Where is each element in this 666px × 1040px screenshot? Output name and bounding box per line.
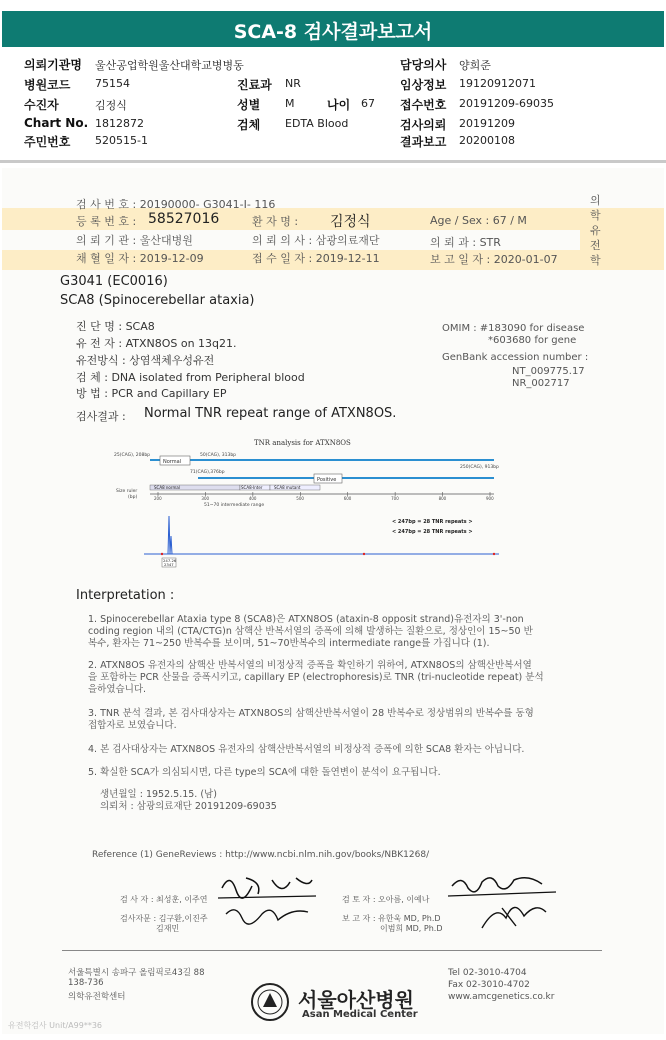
- hdr-label-doctor: 담당의사: [400, 58, 447, 72]
- size-tick-label: 400: [248, 496, 257, 501]
- result-value: Normal TNR repeat range of ATXN8OS.: [144, 406, 397, 421]
- hdr-value-patient: 김정식: [95, 99, 127, 112]
- footer-divider: [62, 950, 602, 951]
- size-ruler-unit: (bp): [128, 495, 138, 500]
- hdr-label-sex: 성별: [237, 98, 261, 112]
- website: www.amcgenetics.co.kr: [448, 992, 555, 1002]
- requesting-org: 의 뢰 기 관 : 울산대병원: [76, 234, 193, 247]
- patient-name-label: 환 자 명 :: [252, 215, 299, 228]
- diag-line: 진 단 명 : SCA8: [76, 320, 155, 333]
- reg-number-value: 58527016: [148, 211, 220, 227]
- inter-bar-label: SCA8-Inter: [241, 485, 263, 490]
- reg-number-label: 등 록 번 호 :: [76, 215, 137, 228]
- interp-line: 2. ATXN8OS 유전자의 삼핵산 반복서열의 비정상적 증폭을 확인하기 위하여, ATXN8OS의 삼핵산반복서열: [88, 660, 532, 671]
- scanned-report: [2, 168, 664, 1034]
- reviewer: 검사자문 : 김구환,이진주: [120, 914, 208, 923]
- interp-line: 접합자로 보였습니다.: [88, 720, 177, 731]
- hospital-name-kr: 서울아산병원: [298, 988, 414, 1012]
- label-250: 250(CAG), 913bp: [460, 465, 499, 470]
- hdr-label-request: 검사의뢰: [400, 118, 447, 132]
- diag-line: 방 법 : PCR and Capillary EP: [76, 387, 227, 400]
- reviewer-2: 김재민: [156, 924, 180, 933]
- requesting-doctor: 의 뢰 의 사 : 삼광의료재단: [252, 234, 380, 247]
- report-header-bar: [2, 11, 664, 47]
- normal-bar-label: SCA8 normal: [154, 485, 180, 490]
- mutant-bar-label: SCA8 mutant: [274, 485, 301, 490]
- age-sex: Age / Sex : 67 / M: [430, 214, 527, 227]
- label-25: 25(CAG), 208bp: [114, 453, 151, 458]
- trace-marker: [161, 553, 163, 555]
- result-label: 검사결과 :: [76, 410, 126, 423]
- size-tick-label: 700: [391, 496, 399, 501]
- address-line: 서울특별시 송파구 올림픽로43길 88: [68, 968, 205, 978]
- hdr-label-receipt: 접수번호: [400, 98, 447, 112]
- address-line: 의학유전학센터: [68, 992, 126, 1002]
- size-tick-label: 600: [343, 496, 352, 501]
- hdr-value-org: 울산공업학원울산대학교병병동: [95, 59, 244, 72]
- diag-line: 유전방식 : 상염색체우성유전: [76, 354, 215, 367]
- hdr-label-age: 나이: [327, 98, 351, 112]
- address-line: 138-736: [68, 978, 104, 988]
- omim-line: NT_009775.17: [512, 366, 585, 377]
- tnr-chart: [114, 436, 504, 576]
- report-date: 보 고 일 자 : 2020-01-07: [430, 253, 558, 266]
- reference: Reference (1) GeneReviews : http://www.ncbi.nlm.nih.gov/books/NBK1268/: [92, 850, 430, 860]
- side-label: 의 학 유 전 학: [590, 194, 601, 267]
- peak-label-2: 2347: [164, 562, 174, 567]
- test-number: 검 사 번 호 : 20190000- G3041-I- 116: [76, 198, 276, 211]
- hdr-value-specimen: EDTA Blood: [285, 117, 349, 130]
- test-name: SCA8 (Spinocerebellar ataxia): [60, 293, 255, 308]
- checker: 검 토 자 : 오아름, 이예나: [342, 895, 430, 904]
- interp-line: 복수, 환자는 71~250 반복수를 보이며, 51~70반복수의 intermediate range를 가집니다 (1).: [88, 638, 490, 649]
- hdr-value-request: 20191209: [459, 117, 515, 130]
- receipt-date: 접 수 일 자 : 2019-12-11: [252, 252, 380, 265]
- hdr-label-id-no: 주민번호: [24, 135, 71, 149]
- signature-right: [442, 868, 562, 932]
- requesting-ward: 의 뢰 과 : STR: [430, 236, 501, 249]
- omim-line: *603680 for gene: [488, 335, 577, 346]
- size-tick-label: 200: [154, 496, 162, 501]
- size-tick-label: 500: [296, 496, 304, 501]
- interp-line: coding region 내의 (CTA/CTG)n 삼핵산 반복서열의 증폭에 의해 발생하는 질환으로, 정상인이 15~50 반: [88, 626, 533, 637]
- trace-peak: [164, 516, 172, 554]
- unit-code: 유전학검사 Unit/A99**36: [8, 1021, 102, 1030]
- omim-line: OMIM : #183090 for disease: [442, 323, 585, 334]
- repeat-label-2: < 247bp = 28 TNR repeats >: [392, 529, 473, 535]
- label-50: 50(CAG), 313bp: [200, 453, 237, 458]
- hdr-value-result-report: 20200108: [459, 134, 515, 147]
- hdr-value-doctor: 양희준: [459, 59, 491, 72]
- hdr-value-chart-no: 1812872: [95, 117, 144, 130]
- interp-line: 1. Spinocerebellar Ataxia type 8 (SCA8)은 ATXN8OS (ataxin-8 opposit strand)유전자의 3'-non: [88, 614, 524, 625]
- diag-line: 검 체 : DNA isolated from Peripheral blood: [76, 371, 305, 384]
- report-title: SCA-8 검사결과보고서: [233, 21, 433, 43]
- normal-label: Normal: [163, 459, 182, 465]
- size-ticks: [154, 492, 494, 501]
- hdr-label-result-report: 결과보고: [400, 135, 447, 149]
- size-tick-label: 800: [438, 496, 447, 501]
- tel: Tel 02-3010-4704: [448, 968, 527, 978]
- hospital-name-en: Asan Medical Center: [302, 1009, 418, 1020]
- interp-line: 을 포함하는 PCR 산물을 증폭시키고, capillary EP (electrophoresis)로 TNR (tri-nucleotide repeat) 분석: [88, 672, 544, 683]
- hdr-value-receipt: 20191209-69035: [459, 97, 554, 110]
- label-71: 71(CAG),376bp: [190, 470, 225, 475]
- reporter: 보 고 자 : 유한욱 MD, Ph.D: [342, 914, 441, 923]
- collection-date: 채 혈 일 자 : 2019-12-09: [76, 252, 204, 265]
- fax: Fax 02-3010-4702: [448, 980, 530, 990]
- test-code: G3041 (EC0016): [60, 274, 168, 289]
- header-divider: [0, 160, 666, 163]
- asan-logo-icon: [250, 982, 290, 1022]
- hdr-value-id-no: 520515-1: [95, 134, 148, 147]
- interp-line: 3. TNR 분석 결과, 본 검사대상자는 ATXN8OS의 삼핵산반복서열이 28 반복수로 정상범위의 반복수를 동형: [88, 708, 534, 719]
- interp-line: 을하였습니다.: [88, 684, 147, 695]
- interpretation-title: Interpretation :: [76, 588, 175, 603]
- intermediate-label: 51~70 intermediate range: [204, 503, 265, 508]
- hdr-value-hospital-code: 75154: [95, 77, 130, 90]
- interp-line: 5. 확실한 SCA가 의심되시면, 다른 type의 SCA에 대한 돌연변이 분석이 요구됩니다.: [88, 767, 441, 778]
- peak-label: 247.26: [163, 558, 177, 563]
- reporter-2: 이범희 MD, Ph.D: [380, 924, 443, 933]
- trace-marker: [363, 553, 365, 555]
- hdr-label-dept: 진료과: [237, 78, 272, 92]
- size-ruler-label: Size ruler: [116, 489, 138, 494]
- hdr-value-age: 67: [361, 97, 375, 110]
- requester: 의뢰처 : 삼광의료재단 20191209-69035: [100, 801, 277, 812]
- hdr-label-patient: 수진자: [24, 98, 59, 112]
- signature-left: [212, 868, 322, 930]
- omim-line: NR_002717: [512, 378, 570, 389]
- omim-line: GenBank accession number :: [442, 352, 589, 363]
- interp-line: 4. 본 검사대상자는 ATXN8OS 유전자의 삼핵산반복서열의 비정상적 증폭에 의한 SCA8 환자는 아닙니다.: [88, 744, 525, 755]
- repeat-label-1: < 247bp = 28 TNR repeats >: [392, 519, 473, 525]
- hdr-label-clinical: 임상정보: [400, 78, 447, 92]
- positive-label: Positive: [317, 477, 337, 483]
- hdr-label-chart-no: Chart No.: [24, 116, 89, 130]
- hdr-value-dept: NR: [285, 77, 301, 90]
- patient-name-value: 김정식: [330, 214, 371, 230]
- trace-marker: [493, 553, 495, 555]
- hdr-value-sex: M: [285, 97, 295, 110]
- birth-date: 생년월일 : 1952.5.15. (남): [100, 789, 217, 800]
- chart-title: TNR analysis for ATXN8OS: [254, 439, 351, 447]
- examiner: 검 사 자 : 최성훈, 이주연: [120, 895, 208, 904]
- size-tick-label: 300: [201, 496, 210, 501]
- hdr-label-hospital-code: 병원코드: [24, 78, 71, 92]
- diag-line: 유 전 자 : ATXN8OS on 13q21.: [76, 337, 237, 350]
- hdr-value-clinical: 19120912071: [459, 77, 536, 90]
- size-tick-label: 900: [486, 496, 494, 501]
- hdr-label-specimen: 검체: [237, 118, 261, 132]
- hdr-label-org: 의뢰기관명: [24, 58, 82, 72]
